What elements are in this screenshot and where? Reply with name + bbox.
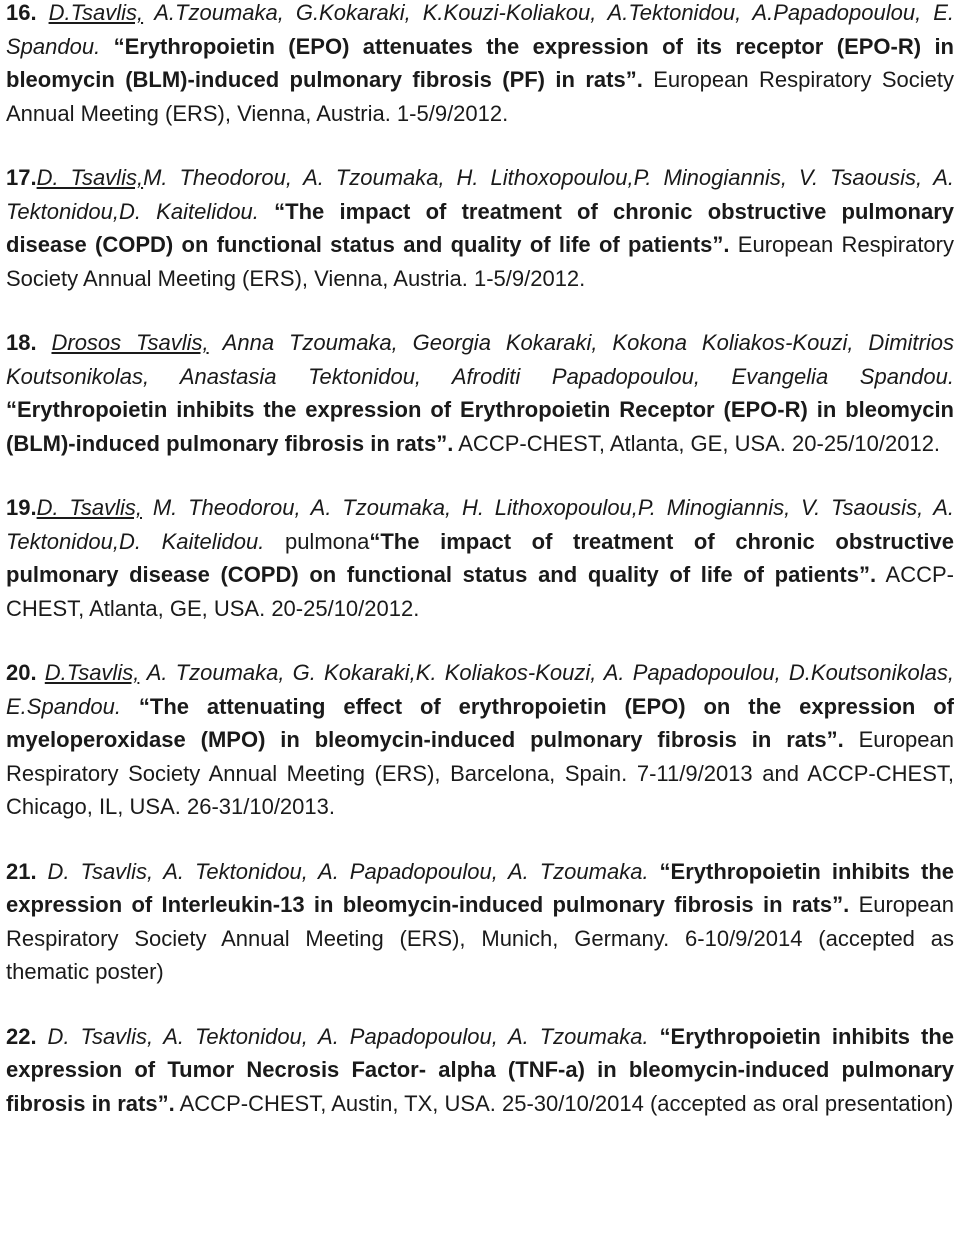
stray-text: pulmona bbox=[264, 528, 370, 554]
authors: D. Tsavlis, A. Tektonidou, A. Papadopoulou, A. Tzoumaka. bbox=[36, 1023, 649, 1049]
title: “The impact of treatment of chronic obstructive pulmonary disease (COPD) on functional status and quality of life of patients”. bbox=[6, 198, 954, 257]
publication-entry-17 bbox=[6, 161, 954, 295]
lead-author: D. Tsavlis, bbox=[36, 165, 144, 190]
lead-author: D.Tsavlis, bbox=[48, 0, 144, 25]
entry-number: 19. bbox=[6, 495, 37, 520]
publication-entry-22 bbox=[6, 1020, 954, 1121]
publication-entry-18 bbox=[6, 326, 954, 460]
authors: M. Theodorou, A. Tzoumaka, H. Lithoxopoulou,P. Minogiannis, V. Tsaousis, A. Tektonidou,D. Kaitelidou. bbox=[6, 495, 954, 554]
title: “The attenuating effect of erythropoietin (EPO) on the expression of myeloperoxidase (MPO) in bleomycin-induced pulmonary fibrosis in rats”. bbox=[6, 693, 954, 752]
venue: ACCP-CHEST, Atlanta, GE, USA. 20-25/10/2012. bbox=[6, 562, 954, 621]
title: “Erythropoietin inhibits the expression of Erythropoietin Receptor (EPO-R) in bleomycin (BLM)-induced pulmonary fibrosis in rats”. bbox=[6, 397, 954, 456]
venue: ACCP-CHEST, Atlanta, GE, USA. 20-25/10/2012. bbox=[453, 430, 941, 456]
publication-entry-21 bbox=[6, 855, 954, 989]
publication-entry-20 bbox=[6, 656, 954, 824]
authors: D. Tsavlis, A. Tektonidou, A. Papadopoulou, A. Tzoumaka. bbox=[36, 858, 649, 884]
venue: European Respiratory Society Annual Meeting (ERS), Barcelona, Spain. 7-11/9/2013 and ACCP-CHEST, Chicago, IL, USA. 26-31/10/2013. bbox=[6, 727, 955, 819]
entry-number: 16. bbox=[6, 0, 37, 25]
entry-number: 22. bbox=[6, 1023, 37, 1049]
entry-number: 20. bbox=[6, 660, 37, 685]
title: “The impact of treatment of chronic obstructive pulmonary disease (COPD) on functional status and quality of life of patients”. bbox=[6, 528, 955, 587]
entry-number: 21. bbox=[6, 858, 37, 884]
title: “Erythropoietin inhibits the expression of Tumor Necrosis Factor- alpha (TNF-a) in bleomycin-induced pulmonary fibrosis in rats”. bbox=[6, 1023, 955, 1116]
venue: ACCP-CHEST, Austin, TX, USA. 25-30/10/2014 (accepted as oral presentation) bbox=[174, 1090, 954, 1116]
lead-author: Drosos Tsavlis, bbox=[51, 330, 209, 355]
lead-author: D. Tsavlis, bbox=[36, 495, 142, 520]
venue: European Respiratory Society Annual Meeting (ERS), Vienna, Austria. 1-5/9/2012. bbox=[6, 67, 955, 126]
entry-number: 17. bbox=[6, 165, 37, 190]
authors: Anna Tzoumaka, Georgia Kokaraki, Kokona Koliakos-Kouzi, Dimitrios Koutsonikolas, Anastasia Tektonidou, Afroditi Papadopoulou, Evangelia Spandou. bbox=[6, 330, 954, 389]
title: “Erythropoietin inhibits the expression of Interleukin-13 in bleomycin-induced pulmonary fibrosis in rats”. bbox=[6, 858, 955, 917]
publication-entry-19 bbox=[6, 491, 954, 625]
authors: A. Tzoumaka, G. Kokaraki,K. Koliakos-Kouzi, A. Papadopoulou, D.Koutsonikolas, E.Spandou. bbox=[6, 660, 954, 719]
lead-author: D.Tsavlis, bbox=[44, 660, 140, 685]
venue: European Respiratory Society Annual Meeting (ERS), Munich, Germany. 6-10/9/2014 (accepted as thematic poster) bbox=[6, 892, 954, 984]
title: “Erythropoietin (EPO) attenuates the expression of its receptor (EPO-R) in bleomycin (BLM)-induced pulmonary fibrosis (PF) in rats”. bbox=[6, 33, 954, 92]
authors: A.Tzoumaka, G.Kokaraki, K.Kouzi-Koliakou, A.Tektonidou, A.Papadopoulou, E. Spandou. bbox=[6, 0, 954, 59]
publication-entry-16 bbox=[6, 0, 954, 130]
venue: European Respiratory Society Annual Meeting (ERS), Vienna, Austria. 1-5/9/2012. bbox=[6, 232, 954, 291]
entry-number: 18. bbox=[6, 330, 37, 355]
authors: M. Theodorou, A. Tzoumaka, H. Lithoxopoulou,P. Minogiannis, V. Tsaousis, A. Tektonidou,D. Kaitelidou. bbox=[6, 165, 955, 224]
